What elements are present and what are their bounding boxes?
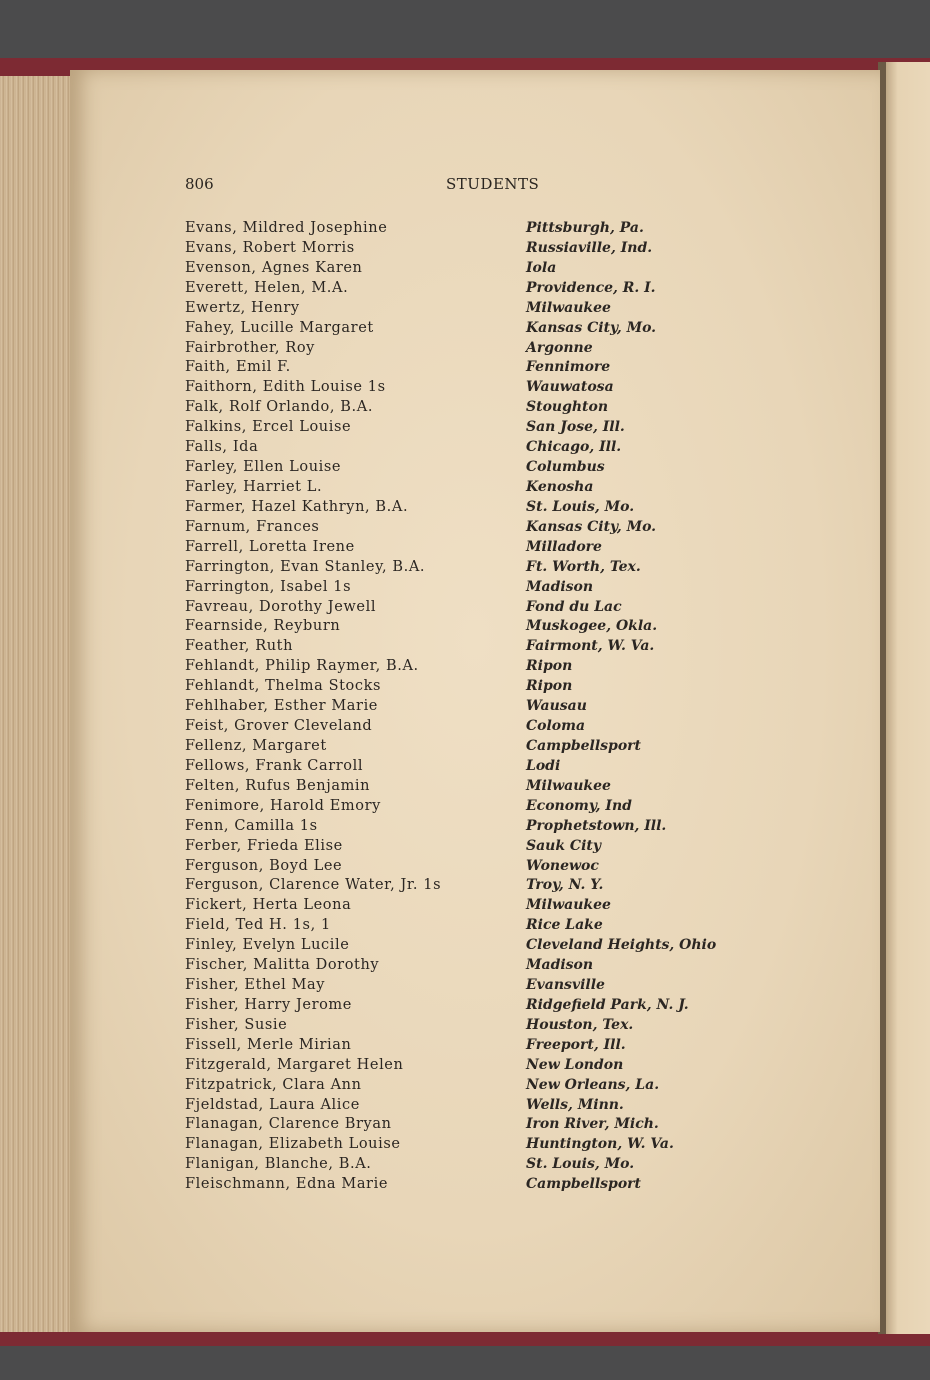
student-row <box>185 418 805 438</box>
student-hometown: Iron River, Mich. <box>526 1116 659 1133</box>
facing-page-edge <box>884 62 930 1334</box>
student-name: Fitzgerald, Margaret Helen <box>185 1056 404 1073</box>
student-hometown: Kenosha <box>526 478 594 495</box>
student-row <box>185 857 805 877</box>
student-row <box>185 578 805 598</box>
student-hometown: Kansas City, Mo. <box>526 518 657 535</box>
student-row <box>185 598 805 618</box>
student-hometown: Stoughton <box>526 399 609 416</box>
student-name: Flanagan, Elizabeth Louise <box>185 1136 401 1153</box>
student-hometown: Campbellsport <box>526 737 642 754</box>
student-hometown: Madison <box>526 957 594 974</box>
student-row <box>185 817 805 837</box>
student-hometown: Fond du Lac <box>526 598 622 615</box>
student-name: Falkins, Ercel Louise <box>185 419 352 436</box>
student-row <box>185 398 805 418</box>
student-row <box>185 976 805 996</box>
student-name: Felten, Rufus Benjamin <box>185 777 371 794</box>
student-name: Ewertz, Henry <box>185 299 300 316</box>
student-hometown: St. Louis, Mo. <box>526 1156 635 1173</box>
student-name: Farrington, Isabel 1s <box>185 578 352 595</box>
student-name: Fairbrother, Roy <box>185 339 315 356</box>
student-name: Fitzpatrick, Clara Ann <box>185 1076 362 1093</box>
student-hometown: Huntington, W. Va. <box>526 1136 674 1153</box>
student-row <box>185 1175 805 1195</box>
student-name: Favreau, Dorothy Jewell <box>185 598 377 615</box>
student-row <box>185 1076 805 1096</box>
student-hometown: Cleveland Heights, Ohio <box>526 937 717 954</box>
student-name: Fenn, Camilla 1s <box>185 817 318 834</box>
student-name: Fearnside, Reyburn <box>185 618 341 635</box>
student-name: Field, Ted H. 1s, 1 <box>185 917 331 934</box>
student-hometown: Rice Lake <box>526 917 603 934</box>
student-row <box>185 617 805 637</box>
student-row <box>185 219 805 239</box>
student-name: Flanigan, Blanche, B.A. <box>185 1156 372 1173</box>
student-name: Fehlandt, Philip Raymer, B.A. <box>185 658 419 675</box>
student-name: Fellenz, Margaret <box>185 737 327 754</box>
student-name: Fischer, Malitta Dorothy <box>185 957 380 974</box>
student-hometown: Houston, Tex. <box>526 1016 634 1033</box>
student-name: Finley, Evelyn Lucile <box>185 937 350 954</box>
student-name: Farley, Harriet L. <box>185 478 323 495</box>
student-row <box>185 936 805 956</box>
student-row <box>185 518 805 538</box>
running-header <box>0 175 930 195</box>
student-name: Everett, Helen, M.A. <box>185 279 349 296</box>
student-row <box>185 777 805 797</box>
student-row <box>185 1155 805 1175</box>
student-hometown: Milwaukee <box>526 299 611 316</box>
student-name: Fisher, Ethel May <box>185 977 326 994</box>
student-hometown: Ridgefield Park, N. J. <box>526 996 689 1013</box>
student-name: Fickert, Herta Leona <box>185 897 352 914</box>
student-row <box>185 956 805 976</box>
student-name: Faith, Emil F. <box>185 359 291 376</box>
student-row <box>185 458 805 478</box>
student-row <box>185 1115 805 1135</box>
student-row <box>185 378 805 398</box>
student-hometown: Wells, Minn. <box>526 1096 624 1113</box>
student-name: Feist, Grover Cleveland <box>185 718 373 735</box>
student-row <box>185 1016 805 1036</box>
student-name: Farrington, Evan Stanley, B.A. <box>185 558 426 575</box>
student-row <box>185 259 805 279</box>
student-hometown: Fennimore <box>526 359 611 376</box>
student-hometown: Evansville <box>526 977 605 994</box>
student-name: Evenson, Agnes Karen <box>185 259 363 276</box>
student-hometown: Sauk City <box>526 837 601 854</box>
student-row <box>185 239 805 259</box>
student-name: Farmer, Hazel Kathryn, B.A. <box>185 498 409 515</box>
student-name: Falls, Ida <box>185 439 259 456</box>
student-hometown: Providence, R. I. <box>526 279 656 296</box>
student-name: Evans, Mildred Josephine <box>185 220 388 236</box>
student-hometown: Economy, Ind <box>526 797 632 814</box>
student-list <box>185 219 805 1195</box>
student-row <box>185 438 805 458</box>
student-name: Fehlandt, Thelma Stocks <box>185 678 382 695</box>
student-name: Fehlhaber, Esther Marie <box>185 698 378 715</box>
student-hometown: Wausau <box>526 698 587 715</box>
page-number: 806 <box>185 175 214 193</box>
student-hometown: Troy, N. Y. <box>526 877 604 894</box>
page-edges <box>0 76 78 1332</box>
student-row <box>185 538 805 558</box>
student-row <box>185 1056 805 1076</box>
student-hometown: Argonne <box>526 339 593 356</box>
student-row <box>185 498 805 518</box>
student-row <box>185 279 805 299</box>
student-name: Ferguson, Clarence Water, Jr. 1s <box>185 877 442 894</box>
student-row <box>185 677 805 697</box>
student-row <box>185 657 805 677</box>
student-row <box>185 837 805 857</box>
student-hometown: Campbellsport <box>526 1176 642 1193</box>
student-row <box>185 896 805 916</box>
student-row <box>185 797 805 817</box>
student-name: Ferguson, Boyd Lee <box>185 857 343 874</box>
student-row <box>185 876 805 896</box>
student-hometown: Iola <box>526 259 557 276</box>
running-title: STUDENTS <box>446 175 540 193</box>
student-row <box>185 1036 805 1056</box>
student-hometown: Fairmont, W. Va. <box>526 638 655 655</box>
student-hometown: San Jose, Ill. <box>526 419 625 436</box>
student-hometown: Wauwatosa <box>526 379 614 396</box>
student-hometown: Kansas City, Mo. <box>526 319 657 336</box>
student-hometown: Ft. Worth, Tex. <box>526 558 641 575</box>
student-hometown: Lodi <box>526 757 561 774</box>
student-hometown: Pittsburgh, Pa. <box>526 220 644 236</box>
student-hometown: Madison <box>526 578 594 595</box>
student-hometown: Freeport, Ill. <box>526 1036 626 1053</box>
student-hometown: Ripon <box>526 678 573 695</box>
student-name: Ferber, Frieda Elise <box>185 837 343 854</box>
student-row <box>185 319 805 339</box>
student-hometown: Muskogee, Okla. <box>526 618 658 635</box>
student-row <box>185 717 805 737</box>
student-name: Fleischmann, Edna Marie <box>185 1176 389 1193</box>
student-name: Fisher, Harry Jerome <box>185 996 352 1013</box>
student-hometown: Milwaukee <box>526 777 611 794</box>
student-row <box>185 1096 805 1116</box>
student-row <box>185 757 805 777</box>
student-hometown: Columbus <box>526 459 605 476</box>
student-name: Farrell, Loretta Irene <box>185 538 355 555</box>
student-row <box>185 1135 805 1155</box>
student-name: Faithorn, Edith Louise 1s <box>185 379 386 396</box>
student-name: Fahey, Lucille Margaret <box>185 319 374 336</box>
student-row <box>185 358 805 378</box>
student-row <box>185 637 805 657</box>
student-name: Farnum, Frances <box>185 518 320 535</box>
student-hometown: New London <box>526 1056 624 1073</box>
student-row <box>185 558 805 578</box>
student-name: Fjeldstad, Laura Alice <box>185 1096 360 1113</box>
student-row <box>185 737 805 757</box>
student-hometown: Milladore <box>526 538 602 555</box>
student-hometown: Milwaukee <box>526 897 611 914</box>
student-row <box>185 299 805 319</box>
student-name: Farley, Ellen Louise <box>185 459 342 476</box>
student-hometown: Wonewoc <box>526 857 599 874</box>
student-hometown: New Orleans, La. <box>526 1076 660 1093</box>
student-name: Fenimore, Harold Emory <box>185 797 381 814</box>
student-hometown: Coloma <box>526 718 586 735</box>
student-row <box>185 996 805 1016</box>
student-row <box>185 478 805 498</box>
student-hometown: St. Louis, Mo. <box>526 498 635 515</box>
student-name: Fellows, Frank Carroll <box>185 757 364 774</box>
student-name: Fisher, Susie <box>185 1016 288 1033</box>
student-row <box>185 697 805 717</box>
student-name: Falk, Rolf Orlando, B.A. <box>185 399 374 416</box>
student-hometown: Russiaville, Ind. <box>526 239 653 256</box>
student-name: Flanagan, Clarence Bryan <box>185 1116 392 1133</box>
student-name: Fissell, Merle Mirian <box>185 1036 352 1053</box>
student-row <box>185 339 805 359</box>
student-name: Evans, Robert Morris <box>185 239 355 256</box>
student-name: Feather, Ruth <box>185 638 294 655</box>
student-hometown: Chicago, Ill. <box>526 439 622 456</box>
student-hometown: Prophetstown, Ill. <box>526 817 667 834</box>
student-row <box>185 916 805 936</box>
student-hometown: Ripon <box>526 658 573 675</box>
